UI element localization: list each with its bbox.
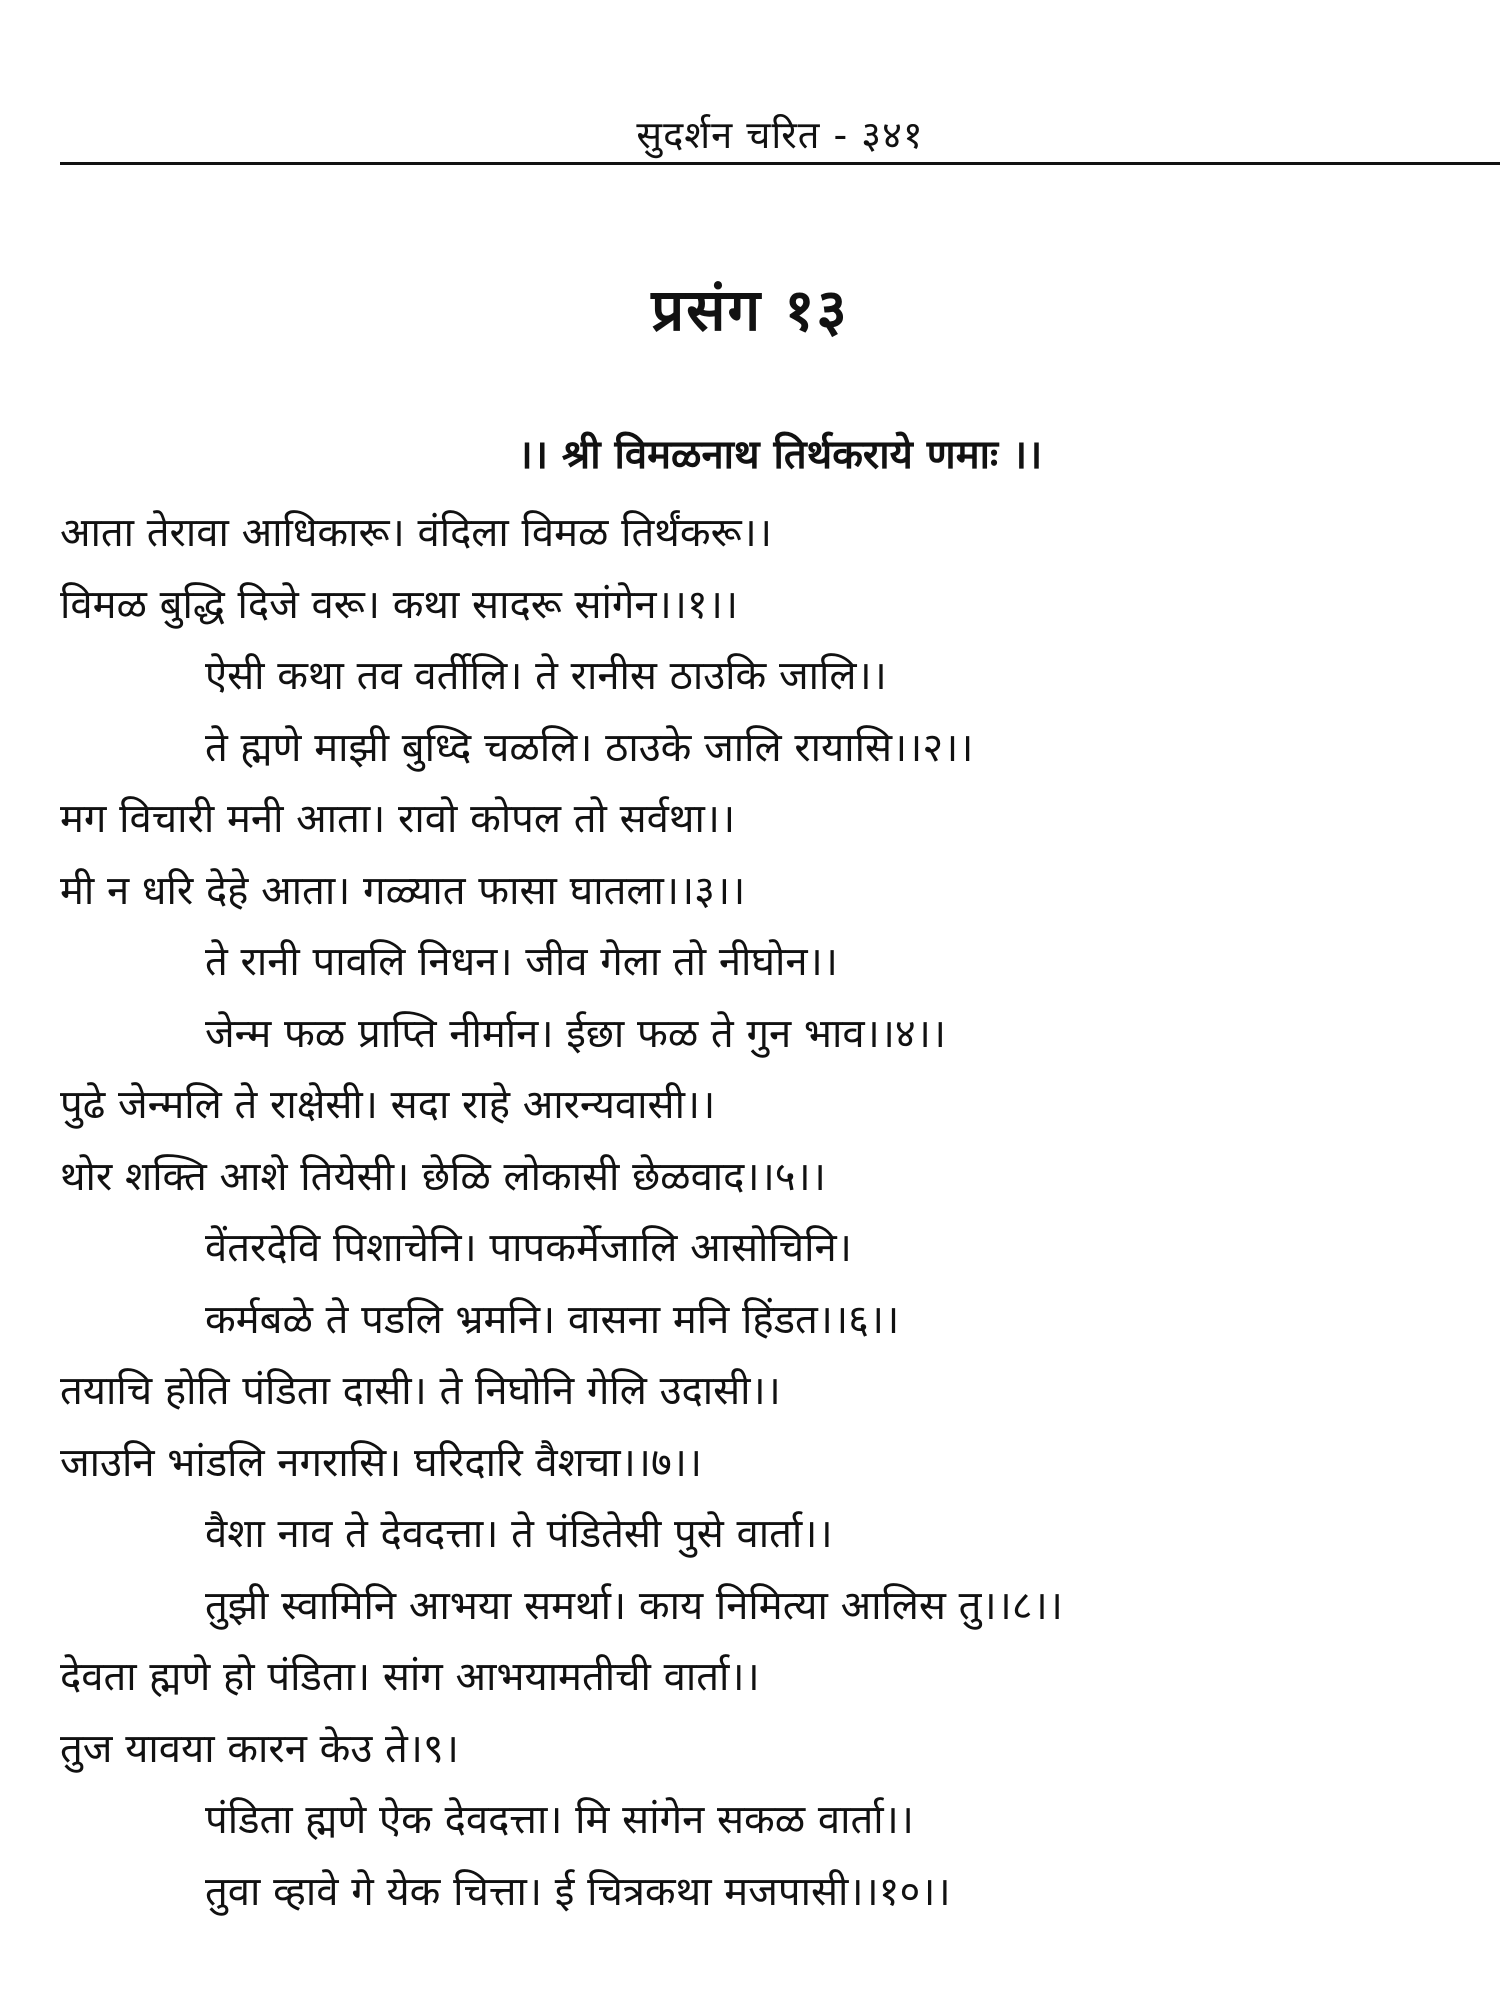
verse-line: वैशा नाव ते देवदत्ता। ते पंडितेसी पुसे वार्ता।। <box>205 1511 833 1557</box>
verse-line: तुज यावया कारन केउ ते।९। <box>60 1725 459 1772</box>
header-rule <box>60 162 1500 165</box>
verse-line: आता तेरावा आधिकारू। वंदिला विमळ तिर्थंकरू।। <box>60 510 772 556</box>
verse-line: पंडिता ह्मणे ऐक देवदत्ता। मि सांगेन सकळ वार्ता।। <box>205 1797 914 1843</box>
verse-line: तुवा व्हावे गे येक चित्ता। ई चित्रकथा मजपासी।।१०।। <box>205 1868 951 1915</box>
verse-line: तुझी स्वामिनि आभया समर्था। काय निमित्या आलिस तु।।८।। <box>205 1582 1063 1629</box>
verse-list <box>60 498 1480 1928</box>
verse-line: ते रानी पावलि निधन। जीव गेला तो नीघोन।। <box>205 939 838 985</box>
invocation-line: ।। श्री विमळनाथ तिर्थकराये णमाः ।। <box>517 432 1043 478</box>
verse-line: जाउनि भांडलि नगरासि। घरिदारि वैशचा।।७।। <box>60 1439 703 1486</box>
running-header: सुदर्शन चरित - ३४१ <box>636 113 924 157</box>
verse-line: देवता ह्मणे हो पंडिता। सांग आभयामतीची वार्ता।। <box>60 1654 760 1700</box>
chapter-title: प्रसंग १३ <box>651 276 849 344</box>
verse-line: पुढे जेन्मलि ते राक्षेसी। सदा राहे आरन्यवासी।। <box>60 1082 716 1128</box>
verse-line: विमळ बुद्धि दिजे वरू। कथा सादरू सांगेन।।१।। <box>60 581 739 628</box>
verse-line: ऐसी कथा तव वर्तीलि। ते रानीस ठाउकि जालि।। <box>205 653 887 699</box>
verse-line: मी न धरि देहे आता। गळ्यात फासा घातला।।३।। <box>60 867 746 914</box>
verse-line: तयाचि होति पंडिता दासी। ते निघोनि गेलि उदासी।। <box>60 1368 781 1414</box>
verse-line: वेंतरदेवि पिशाचेनि। पापकर्मेजालि आसोचिनि। <box>205 1225 852 1271</box>
verse-line: जेन्म फळ प्राप्ति नीर्मान। ईछा फळ ते गुन भाव।।४।। <box>205 1010 947 1057</box>
verse-line: कर्मबळे ते पडलि भ्रमनि। वासना मनि हिंडत।।६।। <box>205 1296 900 1343</box>
verse-line: थोर शक्ति आशे तियेसी। छेळि लोकासी छेळवाद।।५।। <box>60 1153 826 1200</box>
verse-line: मग विचारी मनी आता। रावो कोपल तो सर्वथा।। <box>60 796 736 842</box>
verse-line: ते ह्मणे माझी बुध्दि चळलि। ठाउके जालि रायासि।।२।। <box>205 724 974 771</box>
